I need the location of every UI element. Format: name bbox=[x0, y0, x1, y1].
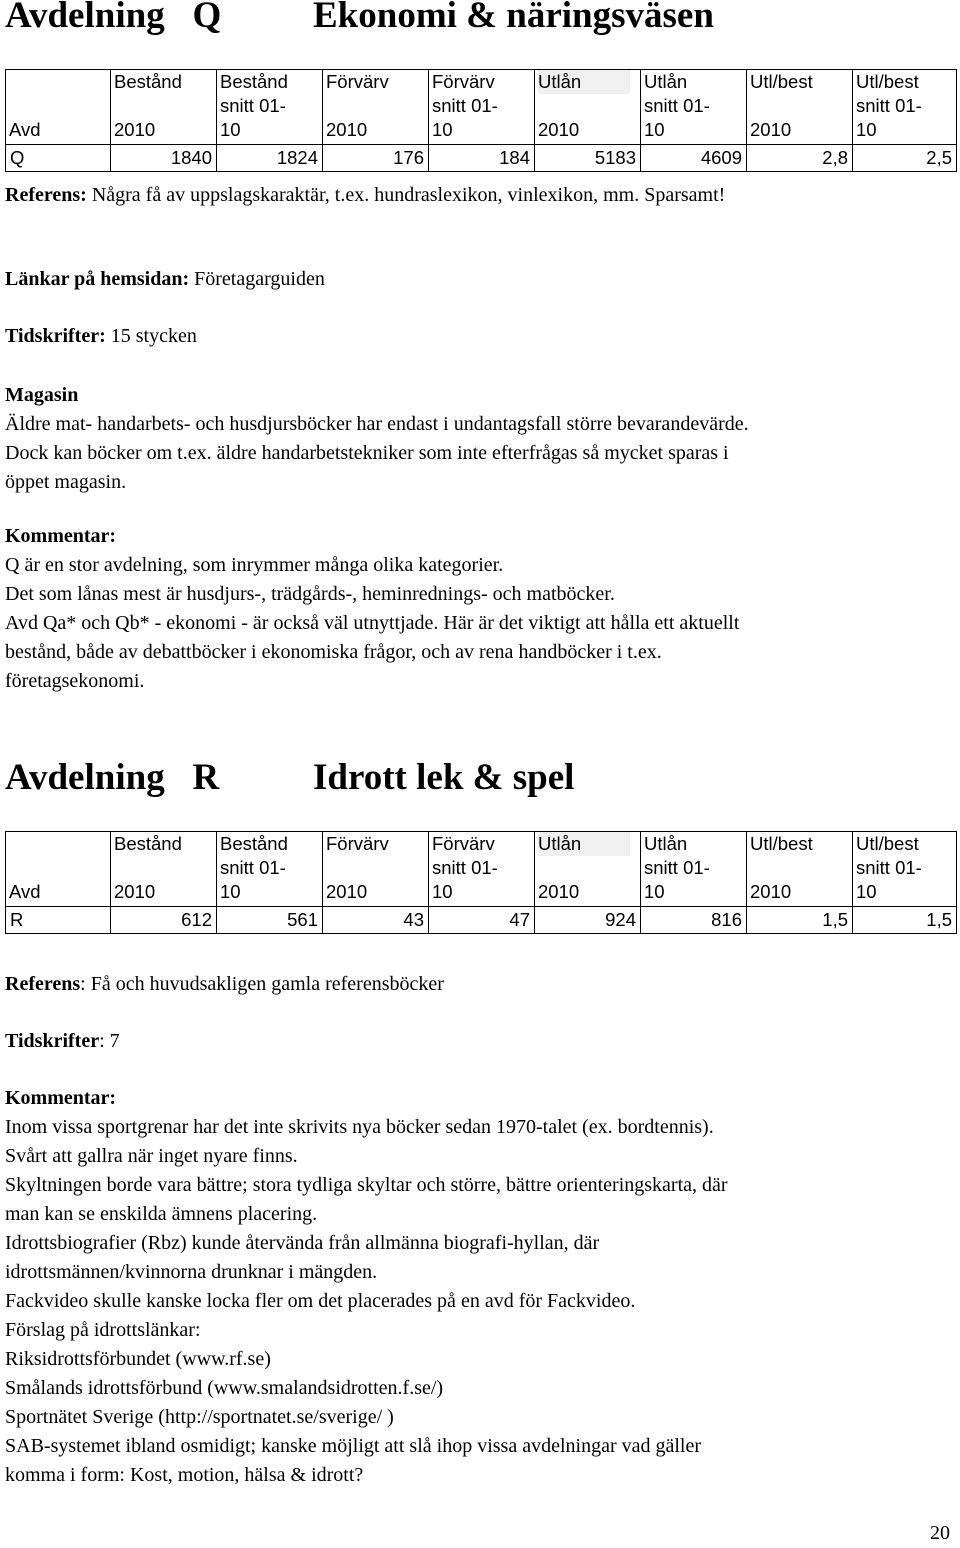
section-q-magasin bbox=[5, 381, 955, 497]
tidskrifter-text: 15 stycken bbox=[105, 325, 197, 347]
section-r-referens bbox=[5, 970, 955, 999]
column-header-line: snitt 01- bbox=[644, 95, 710, 116]
section-q-code: Avdelning Q bbox=[5, 0, 222, 36]
column-header-line: snitt 01- bbox=[856, 95, 922, 116]
kommentar-label: Kommentar: bbox=[5, 525, 117, 547]
column-header-line: Utl/best bbox=[856, 71, 919, 92]
column-header bbox=[535, 70, 641, 145]
kommentar-line: man kan se enskilda ämnens placering. bbox=[5, 1203, 318, 1225]
column-header bbox=[6, 832, 111, 907]
lankar-text: Företagarguiden bbox=[189, 268, 325, 290]
column-header bbox=[6, 70, 111, 145]
section-q-heading bbox=[5, 0, 955, 36]
column-header-line: snitt 01- bbox=[432, 95, 498, 116]
column-header-line bbox=[538, 856, 636, 880]
referens-text: Några få av uppslagskaraktär, t.ex. hundraslexikon, vinlexikon, mm. Sparsamt! bbox=[86, 184, 726, 206]
column-header-line bbox=[114, 856, 212, 880]
kommentar-line: Smålands idrottsförbund (www.smalandsidrotten.f.se/) bbox=[5, 1377, 444, 1399]
kommentar-line: SAB-systemet ibland osmidigt; kanske möjligt att slå ihop vissa avdelningar vad gäller bbox=[5, 1435, 702, 1457]
table-cell: Q bbox=[6, 145, 111, 172]
column-header-line: 10 bbox=[432, 119, 453, 140]
column-header bbox=[111, 832, 217, 907]
tidskrifter-label: Tidskrifter bbox=[5, 1030, 100, 1052]
table-row bbox=[6, 907, 957, 934]
page-number: 20 bbox=[930, 1522, 950, 1544]
column-header-line: Förvärv bbox=[326, 71, 389, 92]
magasin-line: öppet magasin. bbox=[5, 471, 127, 493]
table-cell: 924 bbox=[535, 907, 641, 934]
column-header-line: 10 bbox=[644, 119, 665, 140]
section-r-kommentar bbox=[5, 1084, 955, 1490]
table-cell: 1,5 bbox=[853, 907, 957, 934]
table-cell: 1824 bbox=[217, 145, 323, 172]
table-cell: 2,8 bbox=[747, 145, 853, 172]
column-header-line: Förvärv bbox=[432, 71, 495, 92]
column-header-line: Utl/best bbox=[750, 71, 813, 92]
column-header-line: 2010 bbox=[326, 881, 368, 902]
column-header bbox=[217, 832, 323, 907]
column-header-line bbox=[750, 856, 848, 880]
table-header-row bbox=[6, 832, 957, 907]
kommentar-line: företagsekonomi. bbox=[5, 670, 145, 692]
column-header bbox=[641, 832, 747, 907]
kommentar-line: Idrottsbiografier (Rbz) kunde återvända från allmänna biografi-hyllan, där bbox=[5, 1232, 600, 1254]
table-row bbox=[6, 145, 957, 172]
section-r-name: Idrott lek & spel bbox=[313, 757, 575, 798]
kommentar-line: Det som lånas mest är husdjurs-, trädgårds-, heminrednings- och matböcker. bbox=[5, 583, 615, 605]
column-header-line: Avd bbox=[9, 119, 41, 140]
column-header-line: snitt 01- bbox=[220, 857, 286, 878]
column-header bbox=[323, 70, 429, 145]
section-r-stats-table bbox=[5, 831, 957, 934]
column-header-line: 2010 bbox=[114, 119, 156, 140]
kommentar-line: Riksidrottsförbundet (www.rf.se) bbox=[5, 1348, 271, 1370]
column-header-line: Förvärv bbox=[432, 833, 495, 854]
kommentar-line: Fackvideo skulle kanske locka fler om det placerades på en avd för Fackvideo. bbox=[5, 1290, 636, 1312]
column-header-line: Bestånd bbox=[114, 833, 182, 854]
column-header bbox=[429, 832, 535, 907]
table-cell: 47 bbox=[429, 907, 535, 934]
kommentar-line: idrottsmännen/kvinnorna drunknar i mängden. bbox=[5, 1261, 378, 1283]
section-q-name: Ekonomi & näringsväsen bbox=[313, 0, 714, 36]
column-header bbox=[535, 832, 641, 907]
column-header bbox=[747, 832, 853, 907]
column-header-line: 10 bbox=[432, 881, 453, 902]
kommentar-label: Kommentar: bbox=[5, 1087, 117, 1109]
referens-label: Referens bbox=[5, 973, 81, 995]
table-cell: 1,5 bbox=[747, 907, 853, 934]
column-header-line bbox=[9, 70, 106, 94]
table-cell: 561 bbox=[217, 907, 323, 934]
kommentar-line: Q är en stor avdelning, som inrymmer många olika kategorier. bbox=[5, 554, 504, 576]
table-cell: 816 bbox=[641, 907, 747, 934]
table-cell: 184 bbox=[429, 145, 535, 172]
column-header-line: snitt 01- bbox=[220, 95, 286, 116]
table-cell: 4609 bbox=[641, 145, 747, 172]
column-header-line: Utlån bbox=[644, 71, 688, 92]
table-cell: 612 bbox=[111, 907, 217, 934]
column-header-line bbox=[9, 94, 106, 118]
column-header-line: 2010 bbox=[326, 119, 368, 140]
column-header-line: 10 bbox=[644, 881, 665, 902]
referens-text: : Få och huvudsakligen gamla referensböcker bbox=[80, 973, 444, 995]
table-cell: R bbox=[6, 907, 111, 934]
tidskrifter-text: : 7 bbox=[99, 1030, 120, 1052]
column-header bbox=[323, 832, 429, 907]
column-header-line: 10 bbox=[220, 119, 241, 140]
column-header-line bbox=[326, 856, 424, 880]
column-header-line: 2010 bbox=[538, 881, 580, 902]
column-header bbox=[853, 70, 957, 145]
column-header-line bbox=[538, 94, 636, 118]
table-cell: 43 bbox=[323, 907, 429, 934]
magasin-line: Dock kan böcker om t.ex. äldre handarbetstekniker som inte efterfrågas så mycket sparas i bbox=[5, 442, 729, 464]
section-q-lankar bbox=[5, 265, 955, 294]
section-q-referens bbox=[5, 181, 955, 210]
kommentar-line: Inom vissa sportgrenar har det inte skrivits nya böcker sedan 1970-talet (ex. bordtennis). bbox=[5, 1116, 714, 1138]
column-header-line: 10 bbox=[856, 119, 877, 140]
section-r-heading bbox=[5, 758, 955, 798]
column-header-line bbox=[114, 94, 212, 118]
column-header-line: 2010 bbox=[750, 881, 792, 902]
column-header-line: 10 bbox=[220, 881, 241, 902]
column-header-line bbox=[9, 856, 106, 880]
section-q-tidskrifter bbox=[5, 322, 955, 351]
kommentar-line: bestånd, både av debattböcker i ekonomiska frågor, och av rena handböcker i t.ex. bbox=[5, 641, 662, 663]
column-header-line: Utl/best bbox=[750, 833, 813, 854]
table-header-row bbox=[6, 70, 957, 145]
column-header bbox=[429, 70, 535, 145]
magasin-line: Äldre mat- handarbets- och husdjursböcker har endast i undantagsfall större bevarandevärde. bbox=[5, 413, 749, 435]
column-header-line: 10 bbox=[856, 881, 877, 902]
table-cell: 1840 bbox=[111, 145, 217, 172]
column-header-line: snitt 01- bbox=[432, 857, 498, 878]
column-header-line: Bestånd bbox=[220, 71, 288, 92]
column-header bbox=[217, 70, 323, 145]
column-header bbox=[111, 70, 217, 145]
column-header-line: Bestånd bbox=[114, 71, 182, 92]
column-header-line: 2010 bbox=[114, 881, 156, 902]
column-header-line: Förvärv bbox=[326, 833, 389, 854]
column-header-line: Utlån bbox=[538, 832, 630, 856]
table-cell: 176 bbox=[323, 145, 429, 172]
section-q-stats-table bbox=[5, 69, 957, 172]
referens-label: Referens: bbox=[5, 184, 87, 206]
column-header-line: Bestånd bbox=[220, 833, 288, 854]
column-header bbox=[747, 70, 853, 145]
column-header-line: Utlån bbox=[538, 70, 630, 94]
section-r-tidskrifter bbox=[5, 1027, 955, 1056]
column-header-line: snitt 01- bbox=[644, 857, 710, 878]
magasin-label: Magasin bbox=[5, 384, 79, 406]
kommentar-line: komma i form: Kost, motion, hälsa & idrott? bbox=[5, 1464, 364, 1486]
kommentar-line: Skyltningen borde vara bättre; stora tydliga skyltar och större, bättre orienteringskarta, där bbox=[5, 1174, 728, 1196]
table-cell: 5183 bbox=[535, 145, 641, 172]
column-header-line: 2010 bbox=[538, 119, 580, 140]
column-header-line bbox=[9, 832, 106, 856]
tidskrifter-label: Tidskrifter: bbox=[5, 325, 106, 347]
column-header-line: Avd bbox=[9, 881, 41, 902]
section-q-kommentar bbox=[5, 522, 955, 696]
kommentar-line: Avd Qa* och Qb* - ekonomi - är också väl utnyttjade. Här är det viktigt att hålla ett aktuellt bbox=[5, 612, 740, 634]
column-header bbox=[641, 70, 747, 145]
kommentar-line: Sportnätet Sverige (http://sportnatet.se/sverige/ ) bbox=[5, 1406, 394, 1428]
kommentar-line: Förslag på idrottslänkar: bbox=[5, 1319, 201, 1341]
column-header-line: snitt 01- bbox=[856, 857, 922, 878]
section-r-code: Avdelning R bbox=[5, 757, 220, 798]
lankar-label: Länkar på hemsidan: bbox=[5, 268, 190, 290]
kommentar-line: Svårt att gallra när inget nyare finns. bbox=[5, 1145, 298, 1167]
column-header-line: Utlån bbox=[644, 833, 688, 854]
column-header-line bbox=[326, 94, 424, 118]
column-header bbox=[853, 832, 957, 907]
column-header-line bbox=[750, 94, 848, 118]
column-header-line: 2010 bbox=[750, 119, 792, 140]
column-header-line: Utl/best bbox=[856, 833, 919, 854]
table-cell: 2,5 bbox=[853, 145, 957, 172]
